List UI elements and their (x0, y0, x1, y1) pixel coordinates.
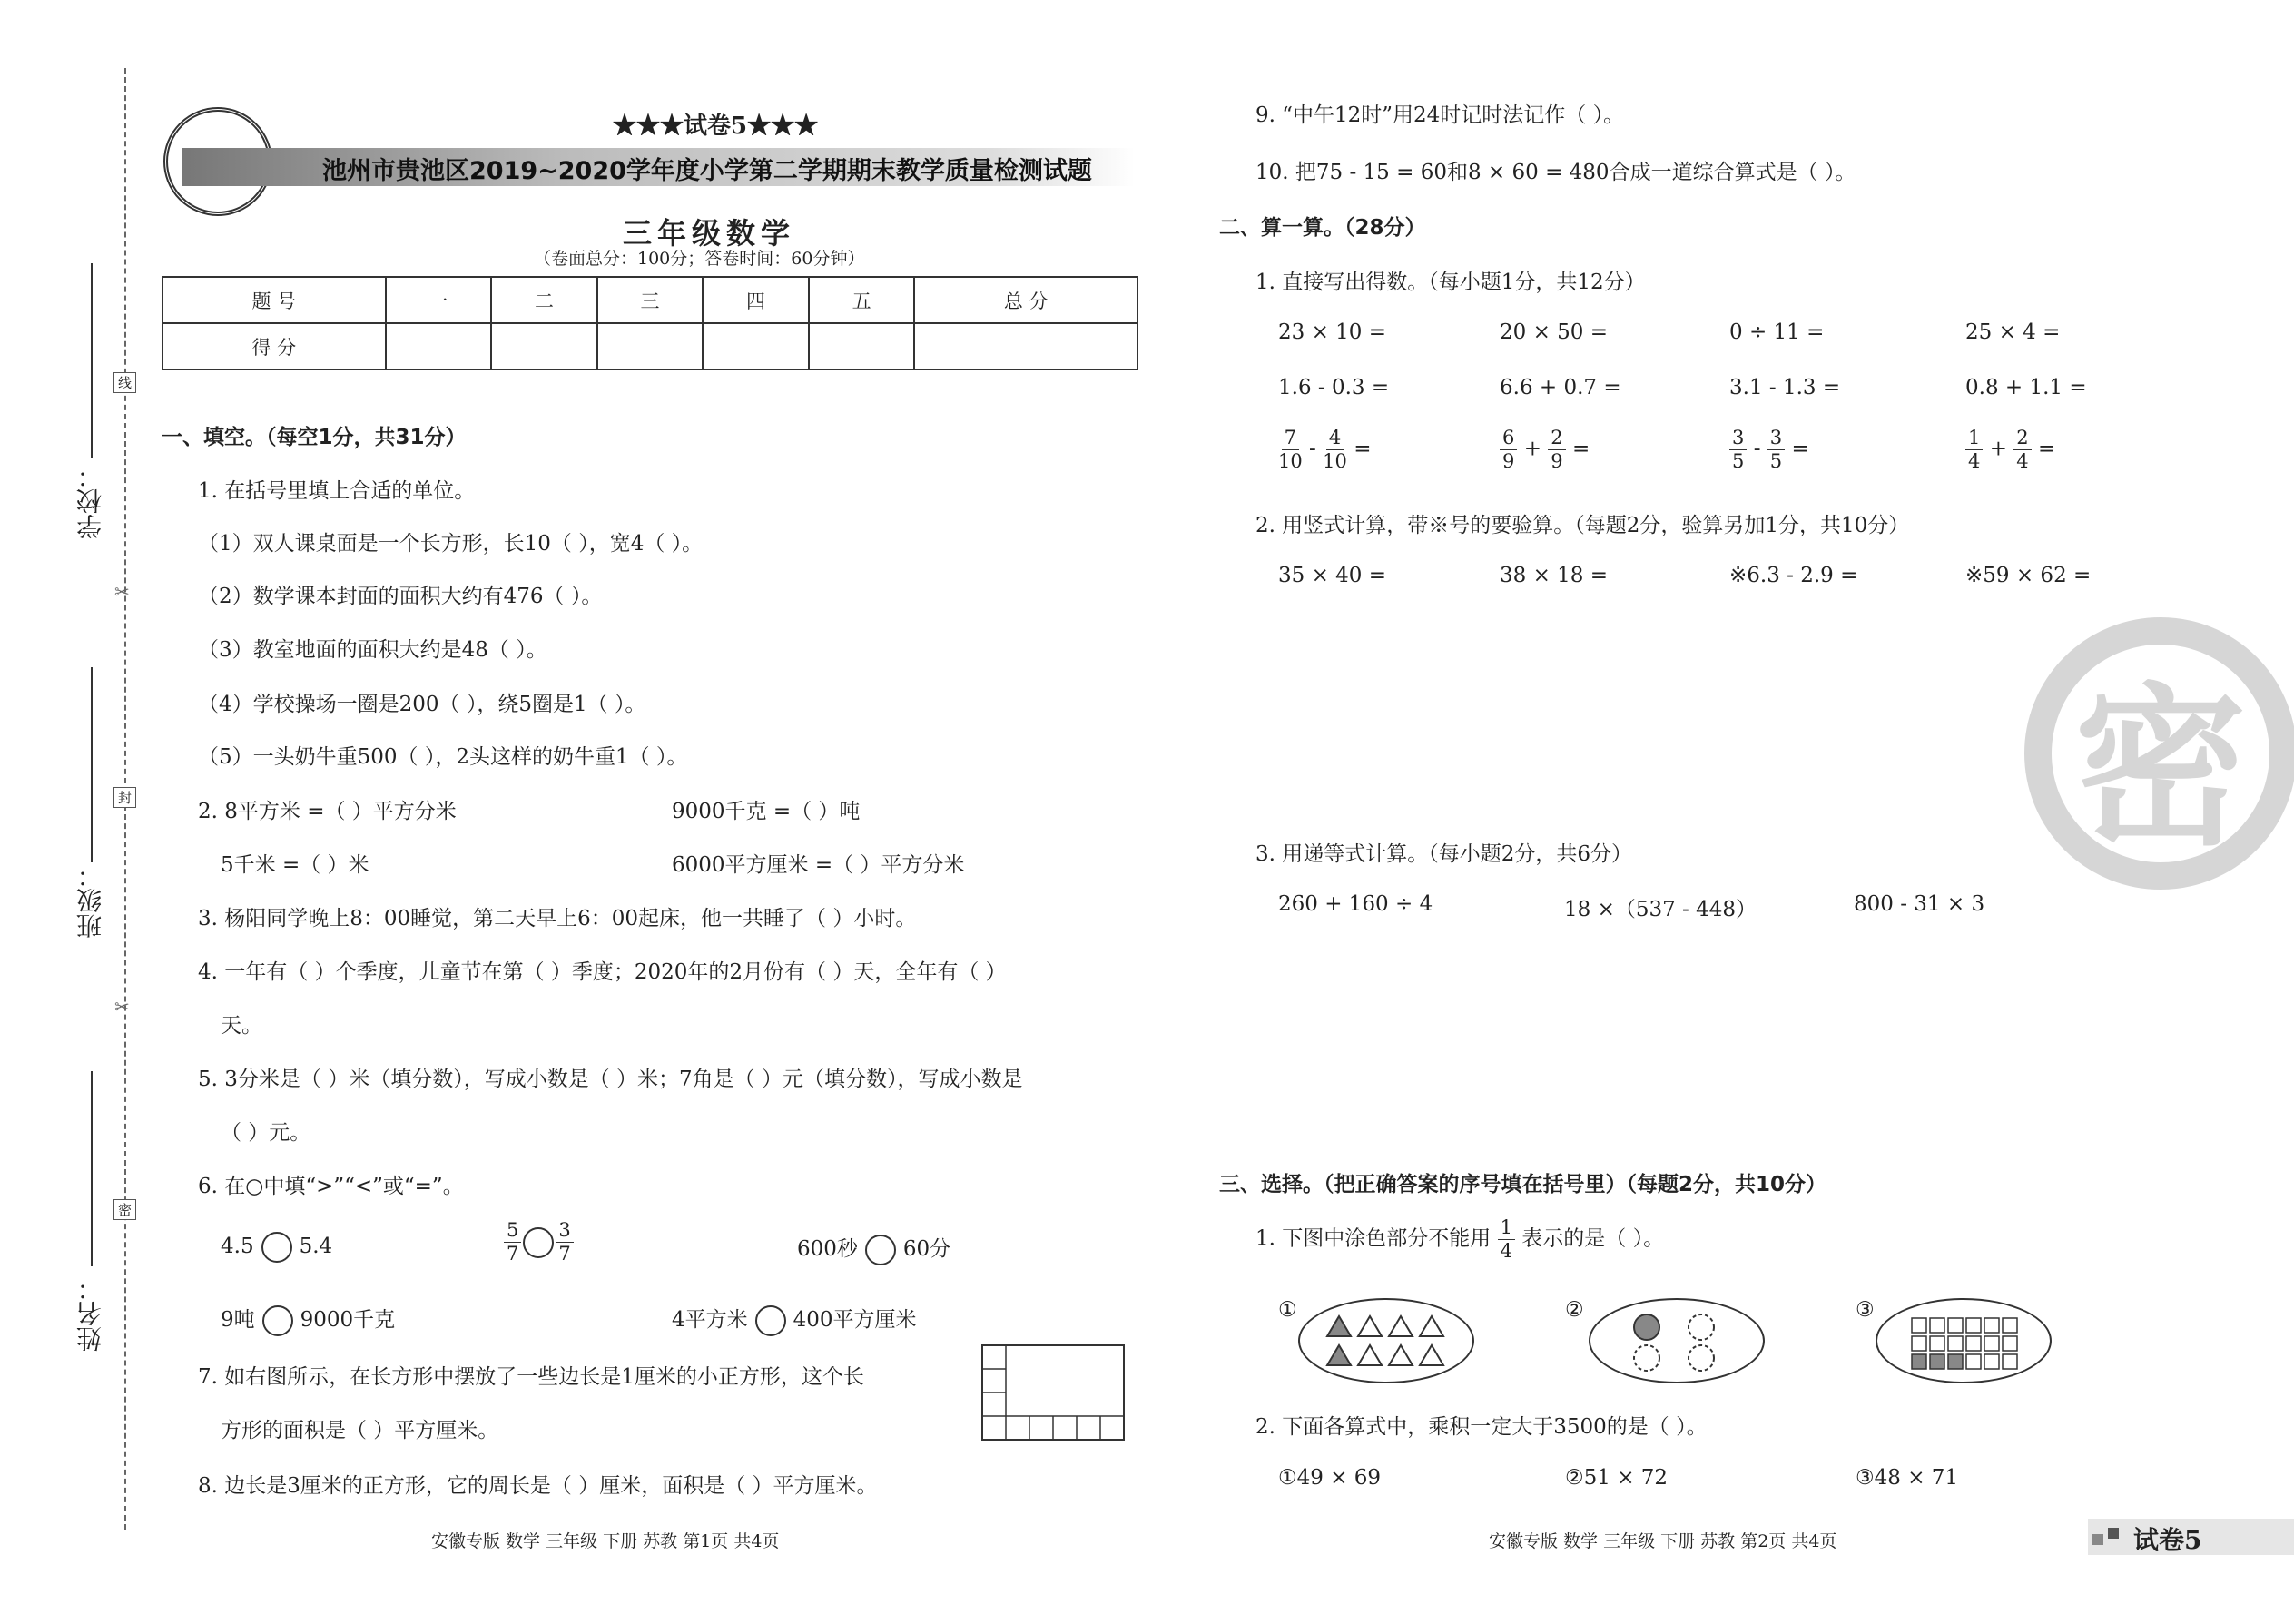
numerator: 3 (1729, 427, 1747, 450)
footer-tag-squares (2092, 1534, 2103, 1545)
score-input[interactable] (491, 323, 597, 369)
compare-circle[interactable] (523, 1227, 554, 1258)
score-table (162, 276, 1138, 370)
denominator: 4 (1500, 1240, 1512, 1262)
class-label: 班级： (75, 862, 105, 939)
score-cell: 四 (703, 277, 809, 323)
operator: + (1989, 437, 2007, 461)
subject-title: 三年级数学 (623, 216, 796, 251)
question-text: （5）一头奶牛重500（ ），2头这样的奶牛重1（ ）。 (198, 745, 688, 769)
compare-item (504, 1219, 574, 1265)
question-text: 2. 8平方米 =（ ）平方分米 (198, 800, 457, 823)
fraction (1729, 427, 1747, 473)
question-text: 5千米 =（ ）米 (221, 853, 369, 877)
denominator: 7 (507, 1243, 519, 1265)
compare-left: 9吨 (221, 1308, 255, 1332)
question-text: 方形的面积是（ ）平方厘米。 (221, 1419, 499, 1442)
question-text: 8. 边长是3厘米的正方形，它的周长是（ ）厘米，面积是（ ）平方厘米。 (198, 1474, 878, 1498)
option-figure-triangles[interactable] (1298, 1298, 1474, 1383)
fraction (1500, 427, 1517, 473)
operator: + (1523, 437, 1541, 461)
question-text: （2）数学课本封面的面积大约有476（ ）。 (198, 585, 603, 608)
score-cell: 三 (597, 277, 704, 323)
class-field[interactable] (91, 667, 93, 862)
numerator: 1 (1965, 427, 1983, 450)
arith-item (1500, 427, 1590, 473)
compare-right: 400平方厘米 (793, 1308, 917, 1332)
score-cell: 二 (491, 277, 597, 323)
page-footer: 安徽专版 数学 三年级 下册 苏教 第1页 共4页 (431, 1531, 780, 1551)
arith-item: 23 × 10 = (1278, 320, 1387, 344)
arith-item (1278, 427, 1371, 473)
triangles-icon (1300, 1300, 1472, 1382)
denominator: 4 (1968, 450, 1981, 472)
choice-item[interactable]: ②51 × 72 (1565, 1466, 1669, 1490)
question-text: 2. 下面各算式中，乘积一定大于3500的是（ ）。 (1255, 1415, 1708, 1439)
denominator: 4 (2016, 450, 2029, 472)
compare-left: 4平方米 (672, 1308, 748, 1332)
compare-item (221, 1232, 332, 1263)
question-text: 7. 如右图所示，在长方形中摆放了一些边长是1厘米的小正方形，这个长 (198, 1365, 864, 1389)
denominator: 5 (1732, 450, 1745, 472)
fraction (2013, 427, 2031, 473)
arith-item (1965, 427, 2055, 473)
section1-heading: 一、填空。（每空1分，共31分） (162, 426, 467, 449)
compare-item (672, 1303, 917, 1336)
option-label: ① (1278, 1298, 1297, 1322)
arith-item (1729, 427, 1809, 473)
numerator: 2 (1548, 427, 1565, 450)
option-label: ③ (1856, 1298, 1875, 1322)
watermark-seal (2024, 617, 2294, 890)
footer-tag-squares (2108, 1528, 2119, 1539)
score-input[interactable] (597, 323, 704, 369)
numerator: 5 (504, 1219, 521, 1243)
exam-note: （卷面总分：100分；答卷时间：60分钟） (534, 249, 865, 269)
choice-item[interactable]: ③48 × 71 (1856, 1466, 1959, 1490)
footer-tag: 试卷5 (2133, 1525, 2202, 1555)
compare-right: 5.4 (299, 1235, 333, 1258)
cubes-icon (1877, 1300, 2050, 1382)
question-text: 4. 一年有（ ）个季度，儿童节在第（ ）季度；2020年的2月份有（ ）天，全年有（ ） (198, 960, 1007, 984)
question-text: （1）双人课桌面是一个长方形，长10（ ），宽4（ ）。 (198, 532, 704, 556)
denominator: 7 (558, 1243, 571, 1265)
numerator: 6 (1500, 427, 1517, 450)
compare-left: 600秒 (797, 1237, 858, 1261)
question-text: 9000千克 =（ ）吨 (672, 800, 861, 823)
choice-item[interactable]: ①49 × 69 (1278, 1466, 1382, 1490)
score-input[interactable] (386, 323, 492, 369)
arith-item: 0 ÷ 11 = (1729, 320, 1825, 344)
arith-item: 25 × 4 = (1965, 320, 2061, 344)
scissor-icon: ✂ (114, 996, 130, 1018)
compare-right: 60分 (902, 1237, 951, 1261)
compare-item (221, 1303, 395, 1336)
arith-item: 800 - 31 × 3 (1854, 892, 1985, 916)
denominator: 9 (1502, 450, 1515, 472)
arith-item: 3.1 - 1.3 = (1729, 376, 1841, 399)
arith-item: 260 + 160 ÷ 4 (1278, 892, 1433, 916)
score-cell: 总 分 (914, 277, 1137, 323)
equals: = (1571, 437, 1590, 461)
name-label: 姓名： (75, 1275, 105, 1352)
page-footer: 安徽专版 数学 三年级 下册 苏教 第2页 共4页 (1489, 1531, 1837, 1551)
apples-icon (1590, 1300, 1763, 1382)
equals: = (1791, 437, 1809, 461)
question-text: 9. “中午12时”用24时记时法记作（ ）。 (1255, 103, 1625, 127)
scissor-icon: ✂ (114, 581, 130, 603)
score-header-row (162, 277, 1137, 323)
numerator: 1 (1498, 1216, 1515, 1240)
compare-item (797, 1232, 950, 1265)
question-text: （4）学校操场一圈是200（ ），绕5圈是1（ ）。 (198, 693, 646, 716)
rectangle-grid-figure (980, 1343, 1126, 1443)
fraction (1965, 427, 1983, 473)
arith-item: 1.6 - 0.3 = (1278, 376, 1390, 399)
question-text: 1. 直接写出得数。（每小题1分，共12分） (1255, 271, 1646, 294)
numerator: 3 (556, 1219, 573, 1243)
score-input[interactable] (703, 323, 809, 369)
option-figure-cubes[interactable] (1876, 1298, 2052, 1383)
score-value-row (162, 323, 1137, 369)
equals: = (2037, 437, 2056, 461)
numerator: 7 (1282, 427, 1299, 450)
fraction (504, 1219, 521, 1265)
question-text: 2. 用竖式计算，带※号的要验算。（每题2分，验算另加1分，共10分） (1255, 514, 1910, 537)
question-text: 5. 3分米是（ ）米（填分数），写成小数是（ ）米；7角是（ ）元（填分数），写成小数是 (198, 1068, 1023, 1091)
name-field[interactable] (91, 1071, 93, 1266)
option-label: ② (1565, 1298, 1584, 1322)
score-cell: 一 (386, 277, 492, 323)
watermark-text: 密 (2073, 667, 2247, 869)
score-cell: 得 分 (162, 323, 386, 369)
question-text: 天。 (221, 1014, 262, 1038)
equals: = (1354, 437, 1372, 461)
numerator: 3 (1767, 427, 1785, 450)
arith-item: ※6.3 - 2.9 = (1729, 564, 1858, 587)
score-input[interactable] (809, 323, 915, 369)
denominator: 10 (1323, 450, 1347, 472)
denominator: 5 (1769, 450, 1783, 472)
arith-item: 6.6 + 0.7 = (1500, 376, 1621, 399)
arith-item: 20 × 50 = (1500, 320, 1609, 344)
question-text: 6000平方厘米 =（ ）平方分米 (672, 853, 965, 877)
arith-item: 38 × 18 = (1500, 564, 1609, 587)
question-text: 10. 把75 - 15 = 60和8 × 60 = 480合成一道综合算式是（ ）。 (1255, 161, 1856, 184)
compare-right: 9000千克 (300, 1308, 396, 1332)
question-text (1255, 1216, 1664, 1263)
school-field[interactable] (91, 263, 93, 458)
option-figure-apples[interactable] (1589, 1298, 1765, 1383)
fraction (556, 1219, 573, 1265)
numerator: 2 (2013, 427, 2031, 450)
score-input[interactable] (914, 323, 1137, 369)
seal-label-mi: 密 (113, 1199, 136, 1220)
seal-label-line: 线 (113, 372, 136, 393)
school-label: 学校： (75, 463, 105, 539)
fraction (1548, 427, 1565, 473)
question-text: （3）教室地面的面积大约是48（ ）。 (198, 638, 547, 662)
compare-circle[interactable] (755, 1305, 786, 1336)
fraction (1498, 1216, 1515, 1263)
section3-heading: 三、选择。（把正确答案的序号填在括号里）（每题2分，共10分） (1219, 1173, 1827, 1196)
operator: - (1753, 437, 1761, 461)
arith-item: 18 ×（537 - 448） (1564, 898, 1757, 921)
denominator: 10 (1278, 450, 1303, 472)
seal-label-seal: 封 (113, 787, 136, 808)
numerator: 4 (1326, 427, 1344, 450)
arith-item: 35 × 40 = (1278, 564, 1387, 587)
compare-circle[interactable] (261, 1232, 292, 1263)
fraction (1767, 427, 1785, 473)
exam-title: 池州市贵池区2019~2020学年度小学第二学期期末教学质量检测试题 (322, 157, 1092, 185)
compare-circle[interactable] (262, 1305, 293, 1336)
fraction (1323, 427, 1347, 473)
fraction (1278, 427, 1303, 473)
operator: - (1309, 437, 1316, 461)
arith-item: ※59 × 62 = (1965, 564, 2092, 587)
exam-badge: ★★★试卷5★★★ (613, 113, 819, 140)
arith-item: 0.8 + 1.1 = (1965, 376, 2087, 399)
question-text: 1. 在括号里填上合适的单位。 (198, 479, 476, 503)
score-cell: 题 号 (162, 277, 386, 323)
question-text: 3. 用递等式计算。（每小题2分，共6分） (1255, 842, 1633, 866)
question-part: 1. 下图中涂色部分不能用 (1255, 1226, 1492, 1251)
question-part: 表示的是（ ）。 (1521, 1226, 1665, 1251)
denominator: 9 (1551, 450, 1563, 472)
compare-left: 4.5 (221, 1235, 254, 1258)
compare-circle[interactable] (865, 1235, 896, 1265)
score-cell: 五 (809, 277, 915, 323)
question-text: （ ）元。 (221, 1121, 311, 1145)
question-text: 3. 杨阳同学晚上8：00睡觉，第二天早上6：00起床，他一共睡了（ ）小时。 (198, 907, 917, 930)
section2-heading: 二、算一算。（28分） (1219, 216, 1426, 240)
question-text: 6. 在○中填“>”“<”或“=”。 (198, 1175, 464, 1198)
